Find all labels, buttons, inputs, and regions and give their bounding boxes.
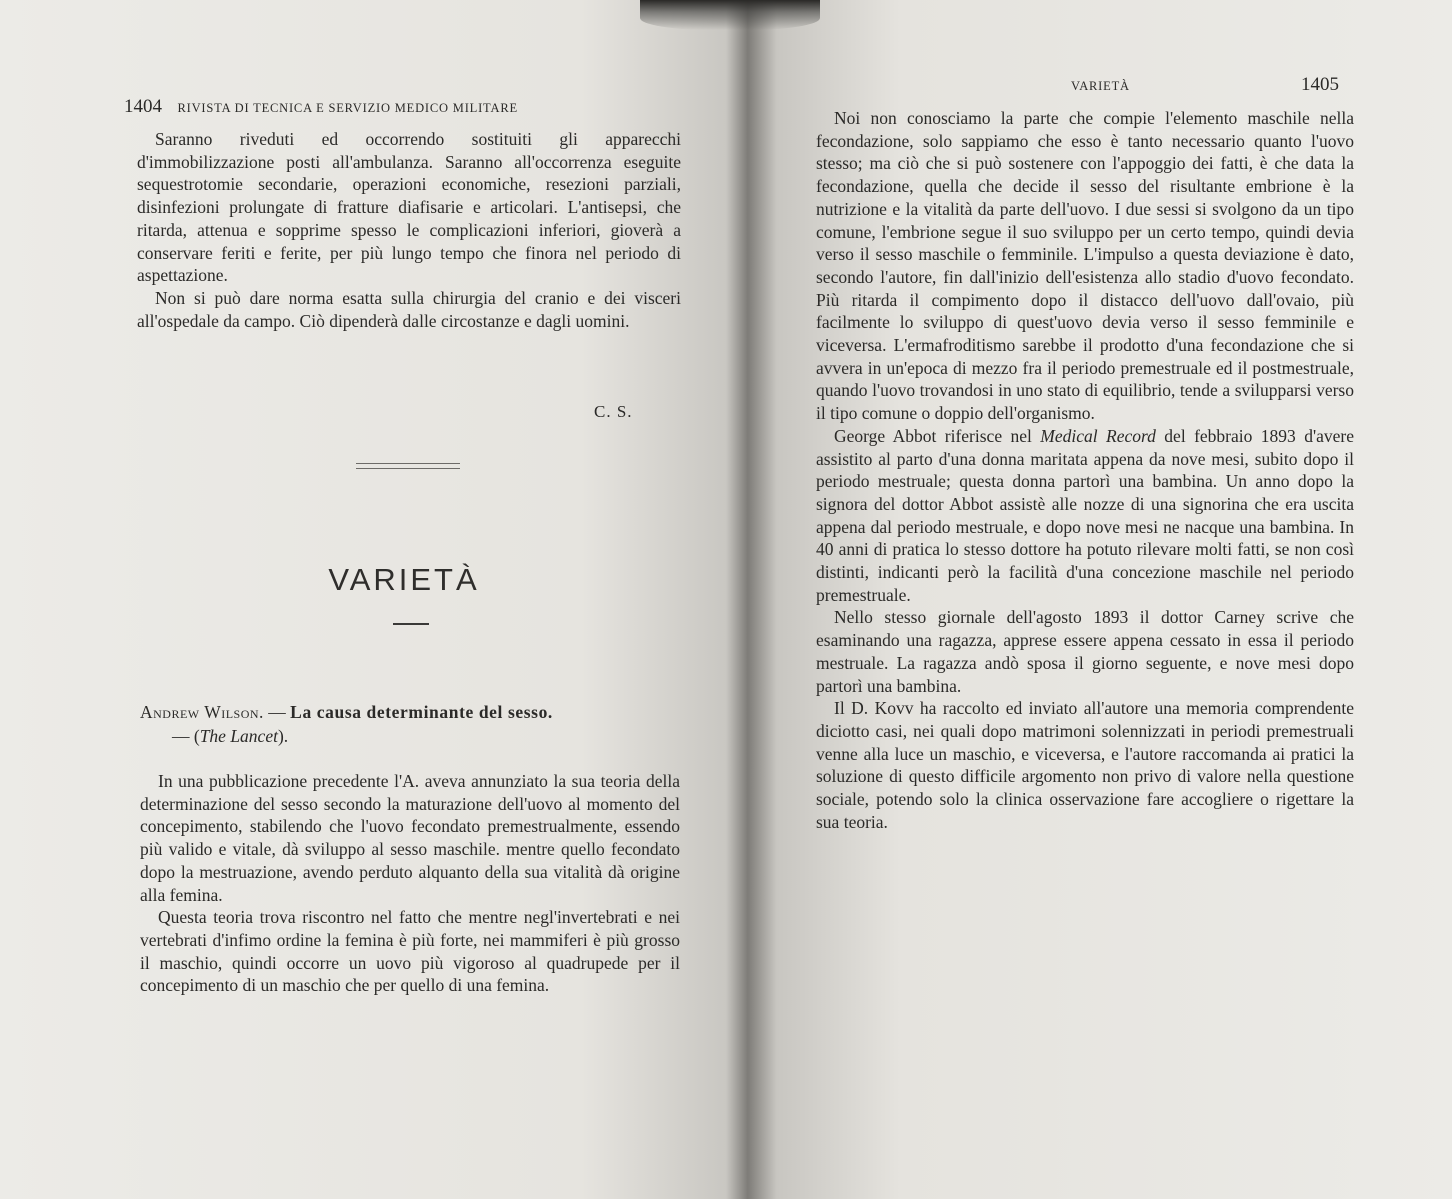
journal-name: Medical Record — [1040, 425, 1156, 446]
paragraph: Saranno riveduti ed occorrendo sostituiti gli apparecchi d'immobilizzazione posti all'ambulanza. Saranno all'occorrenza eseguite sequestrotomie secondarie, operazioni economiche, resezioni parziali, disinfezioni prolungate di fratture diafisarie e articolari. L'antisepsi, che ritarda, attenua e sopprime spesso le complicazioni inferiori, gioverà a conservare feriti e ferite, per più lungo tempo che finora nel periodo di aspettazione. — [137, 129, 681, 286]
article-body — [140, 770, 680, 997]
right-page-number-wrap — [1301, 74, 1339, 96]
article-title: La causa determinante del sesso. — [290, 702, 553, 722]
signature: C. S. — [594, 402, 633, 421]
binding-shadow — [640, 0, 820, 30]
article-source: The Lancet — [199, 726, 278, 746]
paragraph — [816, 425, 1354, 607]
paragraph-text: George Abbot riferisce nel — [834, 425, 1041, 446]
paragraph: Il D. Kovv ha raccolto ed inviato all'autore una memoria comprendente diciotto casi, nei quali dopo matrimoni solennizzati in periodi premestruali venne alla luce un maschio, e viceversa, e l'autore raccomanda ai pratici la soluzione di questo difficile argomento non privo di valore nella questione sociale, potendo solo la clinica osservazione fare accogliere o rigettare la sua teoria. — [816, 698, 1354, 832]
left-running-head — [124, 96, 518, 118]
paragraph-text: del febbraio 1893 d'avere assistito al parto d'una donna maritata appena da nove mesi, subito dopo il periodo mestruale; questa donna partorì una bambina. Un anno dopo la signora del dottor Abbot assistè alle nozze di una signorina che era uscita appena dal periodo mestruale, e dopo nove mesi ne nacque una bambina. In 40 anni di pratica lo stesso dottore ha potuto rilevare molti fatti, se non così distinti, indicanti però la facilità d'una concezione maschile nel periodo premestruale. — [816, 425, 1354, 605]
article-author: Andrew Wilson. — [140, 702, 264, 722]
right-running-head — [1071, 78, 1130, 94]
left-running-title: RIVISTA DI TECNICA E SERVIZIO MEDICO MILITARE — [177, 101, 518, 115]
right-page-number: 1405 — [1301, 74, 1339, 95]
article-heading — [140, 700, 680, 748]
left-page-number: 1404 — [124, 96, 162, 117]
right-body-text — [816, 107, 1354, 834]
title-rule — [393, 623, 429, 625]
source-suffix: ). — [277, 726, 289, 746]
paragraph: In una pubblicazione precedente l'A. aveva annunziato la sua teoria della determinazione del sesso secondo la maturazione dell'uovo al momento del concepimento, stabilendo che l'uovo fecondato premestrualmente, essendo più valido e vitale, dà sviluppo al sesso maschile. mentre quello fecondato dopo la mestruazione, avendo perduto alquanto della sua vitalità dà origine alla femina. — [140, 771, 680, 905]
source-prefix: — ( — [172, 726, 200, 746]
section-divider — [356, 463, 460, 469]
heading-dash: — — [263, 702, 291, 722]
section-title: VARIETÀ — [328, 562, 480, 597]
right-running-title: VARIETÀ — [1071, 79, 1130, 93]
left-body-text — [137, 128, 681, 332]
paragraph: Non si può dare norma esatta sulla chirurgia del cranio e dei visceri all'ospedale da campo. Ciò dipenderà dalle circostanze e dagli uomini. — [137, 287, 681, 331]
paragraph: Questa teoria trova riscontro nel fatto che mentre negl'invertebrati e nei vertebrati d'infimo ordine la femina è più forte, nei mammiferi è più grosso il maschio, quindi occorre un uovo più vigoroso al quadrupede per il concepimento di un maschio che per quello di una femina. — [140, 907, 680, 996]
paragraph: Noi non conosciamo la parte che compie l'elemento maschile nella fecondazione, solo sappiamo che esso è tanto necessario quanto l'uovo stesso; ma ciò che si può sostenere con l'appoggio dei fatti, è che data la fecondazione, quella che decide il sesso del risultante embrione è la nutrizione e la vitalità da parte dell'uovo. I due sessi si svolgono da un tipo comune, l'embrione segue il suo sviluppo per un certo tempo, quindi devia verso il sesso maschile o femminile. L'impulso a questa deviazione è dato, secondo l'autore, fin dall'inizio dell'esistenza allo stadio d'uovo fecondato. Più ritarda il compimento dopo il distacco dell'uovo dall'ovaio, più facilmente lo sviluppo di quest'uovo devia verso il sesso femminile e viceversa. L'ermafroditismo sarebbe il prodotto d'una fecondazione che si avvera in un'epoca di mezzo fra il periodo premestruale ed il postmestruale, quando l'uovo trovandosi in uno stato di equilibrio, tende a svilupparsi verso il tipo comune o doppio dell'organismo. — [816, 108, 1354, 424]
paragraph: Nello stesso giornale dell'agosto 1893 il dottor Carney scrive che esaminando una ragazza, apprese essere appena cessato in essa il periodo mestruale. La ragazza andò sposa il giorno seguente, e nove mesi dopo partorì una bambina. — [816, 607, 1354, 696]
